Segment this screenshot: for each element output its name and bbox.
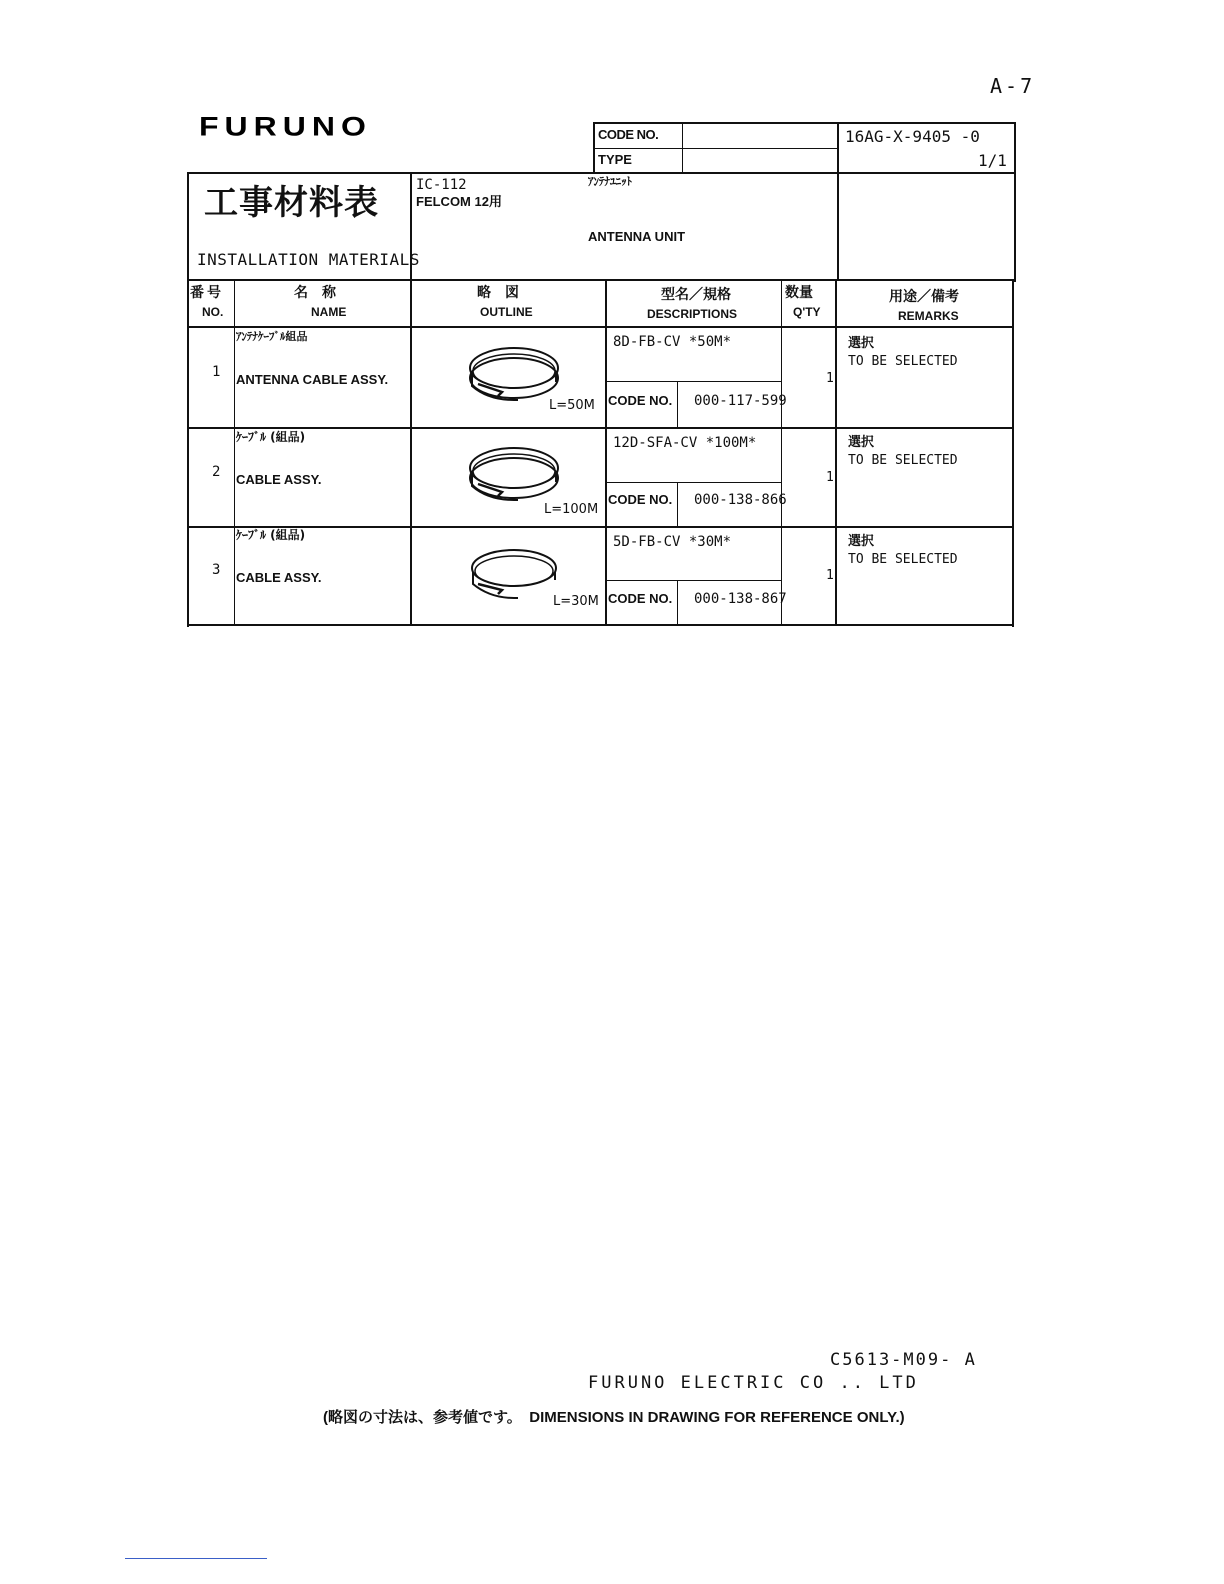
col-qty-en: Q'TY bbox=[793, 305, 821, 319]
row-code-label: CODE NO. bbox=[608, 393, 673, 408]
row-code: 000-117-599 bbox=[694, 393, 787, 409]
code-no-label: CODE NO. bbox=[598, 127, 659, 142]
col-no-en: NO. bbox=[202, 305, 224, 319]
row-name-en: CABLE ASSY. bbox=[236, 472, 322, 487]
unit-jp: ｱﾝﾃﾅﾕﾆｯﾄ bbox=[588, 175, 632, 188]
row-code: 000-138-867 bbox=[694, 591, 787, 607]
col-no-jp: 番号 bbox=[190, 285, 224, 301]
col-name-en: NAME bbox=[311, 305, 347, 319]
furuno-logo bbox=[199, 111, 479, 142]
col-qty-jp: 数量 bbox=[785, 285, 813, 301]
row-length: L=100M bbox=[544, 502, 599, 517]
title-en: INSTALLATION MATERIALS bbox=[197, 250, 420, 269]
col-desc-en: DESCRIPTIONS bbox=[647, 307, 738, 321]
row-remarks-jp: 選択 bbox=[848, 435, 875, 450]
row-code-label: CODE NO. bbox=[608, 591, 673, 606]
company-name: FURUNO ELECTRIC CO .. LTD bbox=[588, 1373, 919, 1393]
type-label: TYPE bbox=[598, 152, 632, 167]
cable-coil-drawing bbox=[470, 544, 564, 604]
row-remarks-en: TO BE SELECTED bbox=[848, 453, 958, 468]
row-length: L=30M bbox=[553, 594, 599, 609]
brand-name: FURUNO bbox=[199, 111, 372, 142]
row-qty: 1 bbox=[826, 568, 834, 583]
row-no: 2 bbox=[212, 464, 221, 480]
row-remarks-en: TO BE SELECTED bbox=[848, 552, 958, 567]
row-name-jp: ｹｰﾌﾞﾙ (組品) bbox=[236, 528, 306, 542]
unit-en: ANTENNA UNIT bbox=[588, 229, 686, 244]
row-qty: 1 bbox=[826, 371, 834, 386]
sheet-number: 1/1 bbox=[978, 151, 1007, 170]
col-name-jp: 名 称 bbox=[294, 285, 336, 301]
title-jp: 工事材料表 bbox=[204, 183, 379, 223]
row-desc: 12D-SFA-CV *100M* bbox=[613, 435, 757, 451]
row-remarks-jp: 選択 bbox=[848, 534, 875, 549]
row-code-label: CODE NO. bbox=[608, 492, 673, 507]
row-remarks-jp: 選択 bbox=[848, 336, 875, 351]
row-name-jp: ｱﾝﾃﾅｹｰﾌﾞﾙ組品 bbox=[236, 330, 308, 343]
page-number: A-7 bbox=[990, 74, 1036, 98]
row-length: L=50M bbox=[549, 398, 595, 413]
col-outline-en: OUTLINE bbox=[480, 305, 533, 319]
code-no-value: 16AG-X-9405 -0 bbox=[845, 127, 980, 146]
row-no: 3 bbox=[212, 562, 221, 578]
col-remarks-en: REMARKS bbox=[898, 309, 959, 323]
cable-coil-drawing bbox=[468, 442, 568, 508]
col-desc-jp: 型名／規格 bbox=[661, 287, 731, 303]
model-line-1: IC-112 bbox=[416, 177, 467, 193]
row-remarks-en: TO BE SELECTED bbox=[848, 354, 958, 369]
bottom-rule bbox=[125, 1558, 267, 1559]
col-outline-jp: 略 図 bbox=[477, 285, 519, 301]
row-name-en: ANTENNA CABLE ASSY. bbox=[236, 372, 389, 387]
drawing-number: C5613-M09- A bbox=[830, 1350, 977, 1370]
row-qty: 1 bbox=[826, 470, 834, 485]
row-no: 1 bbox=[212, 364, 221, 380]
row-name-jp: ｹｰﾌﾞﾙ (組品) bbox=[236, 430, 306, 444]
row-code: 000-138-866 bbox=[694, 492, 787, 508]
row-desc: 8D-FB-CV *50M* bbox=[613, 334, 732, 350]
row-desc: 5D-FB-CV *30M* bbox=[613, 534, 732, 550]
row-name-en: CABLE ASSY. bbox=[236, 570, 322, 585]
col-remarks-jp: 用途／備考 bbox=[889, 289, 959, 305]
reference-note: (略図の寸法は、参考値です。 DIMENSIONS IN DRAWING FOR REFERENCE ONLY.) bbox=[323, 1409, 905, 1426]
model-line-2: FELCOM 12用 bbox=[416, 194, 502, 209]
